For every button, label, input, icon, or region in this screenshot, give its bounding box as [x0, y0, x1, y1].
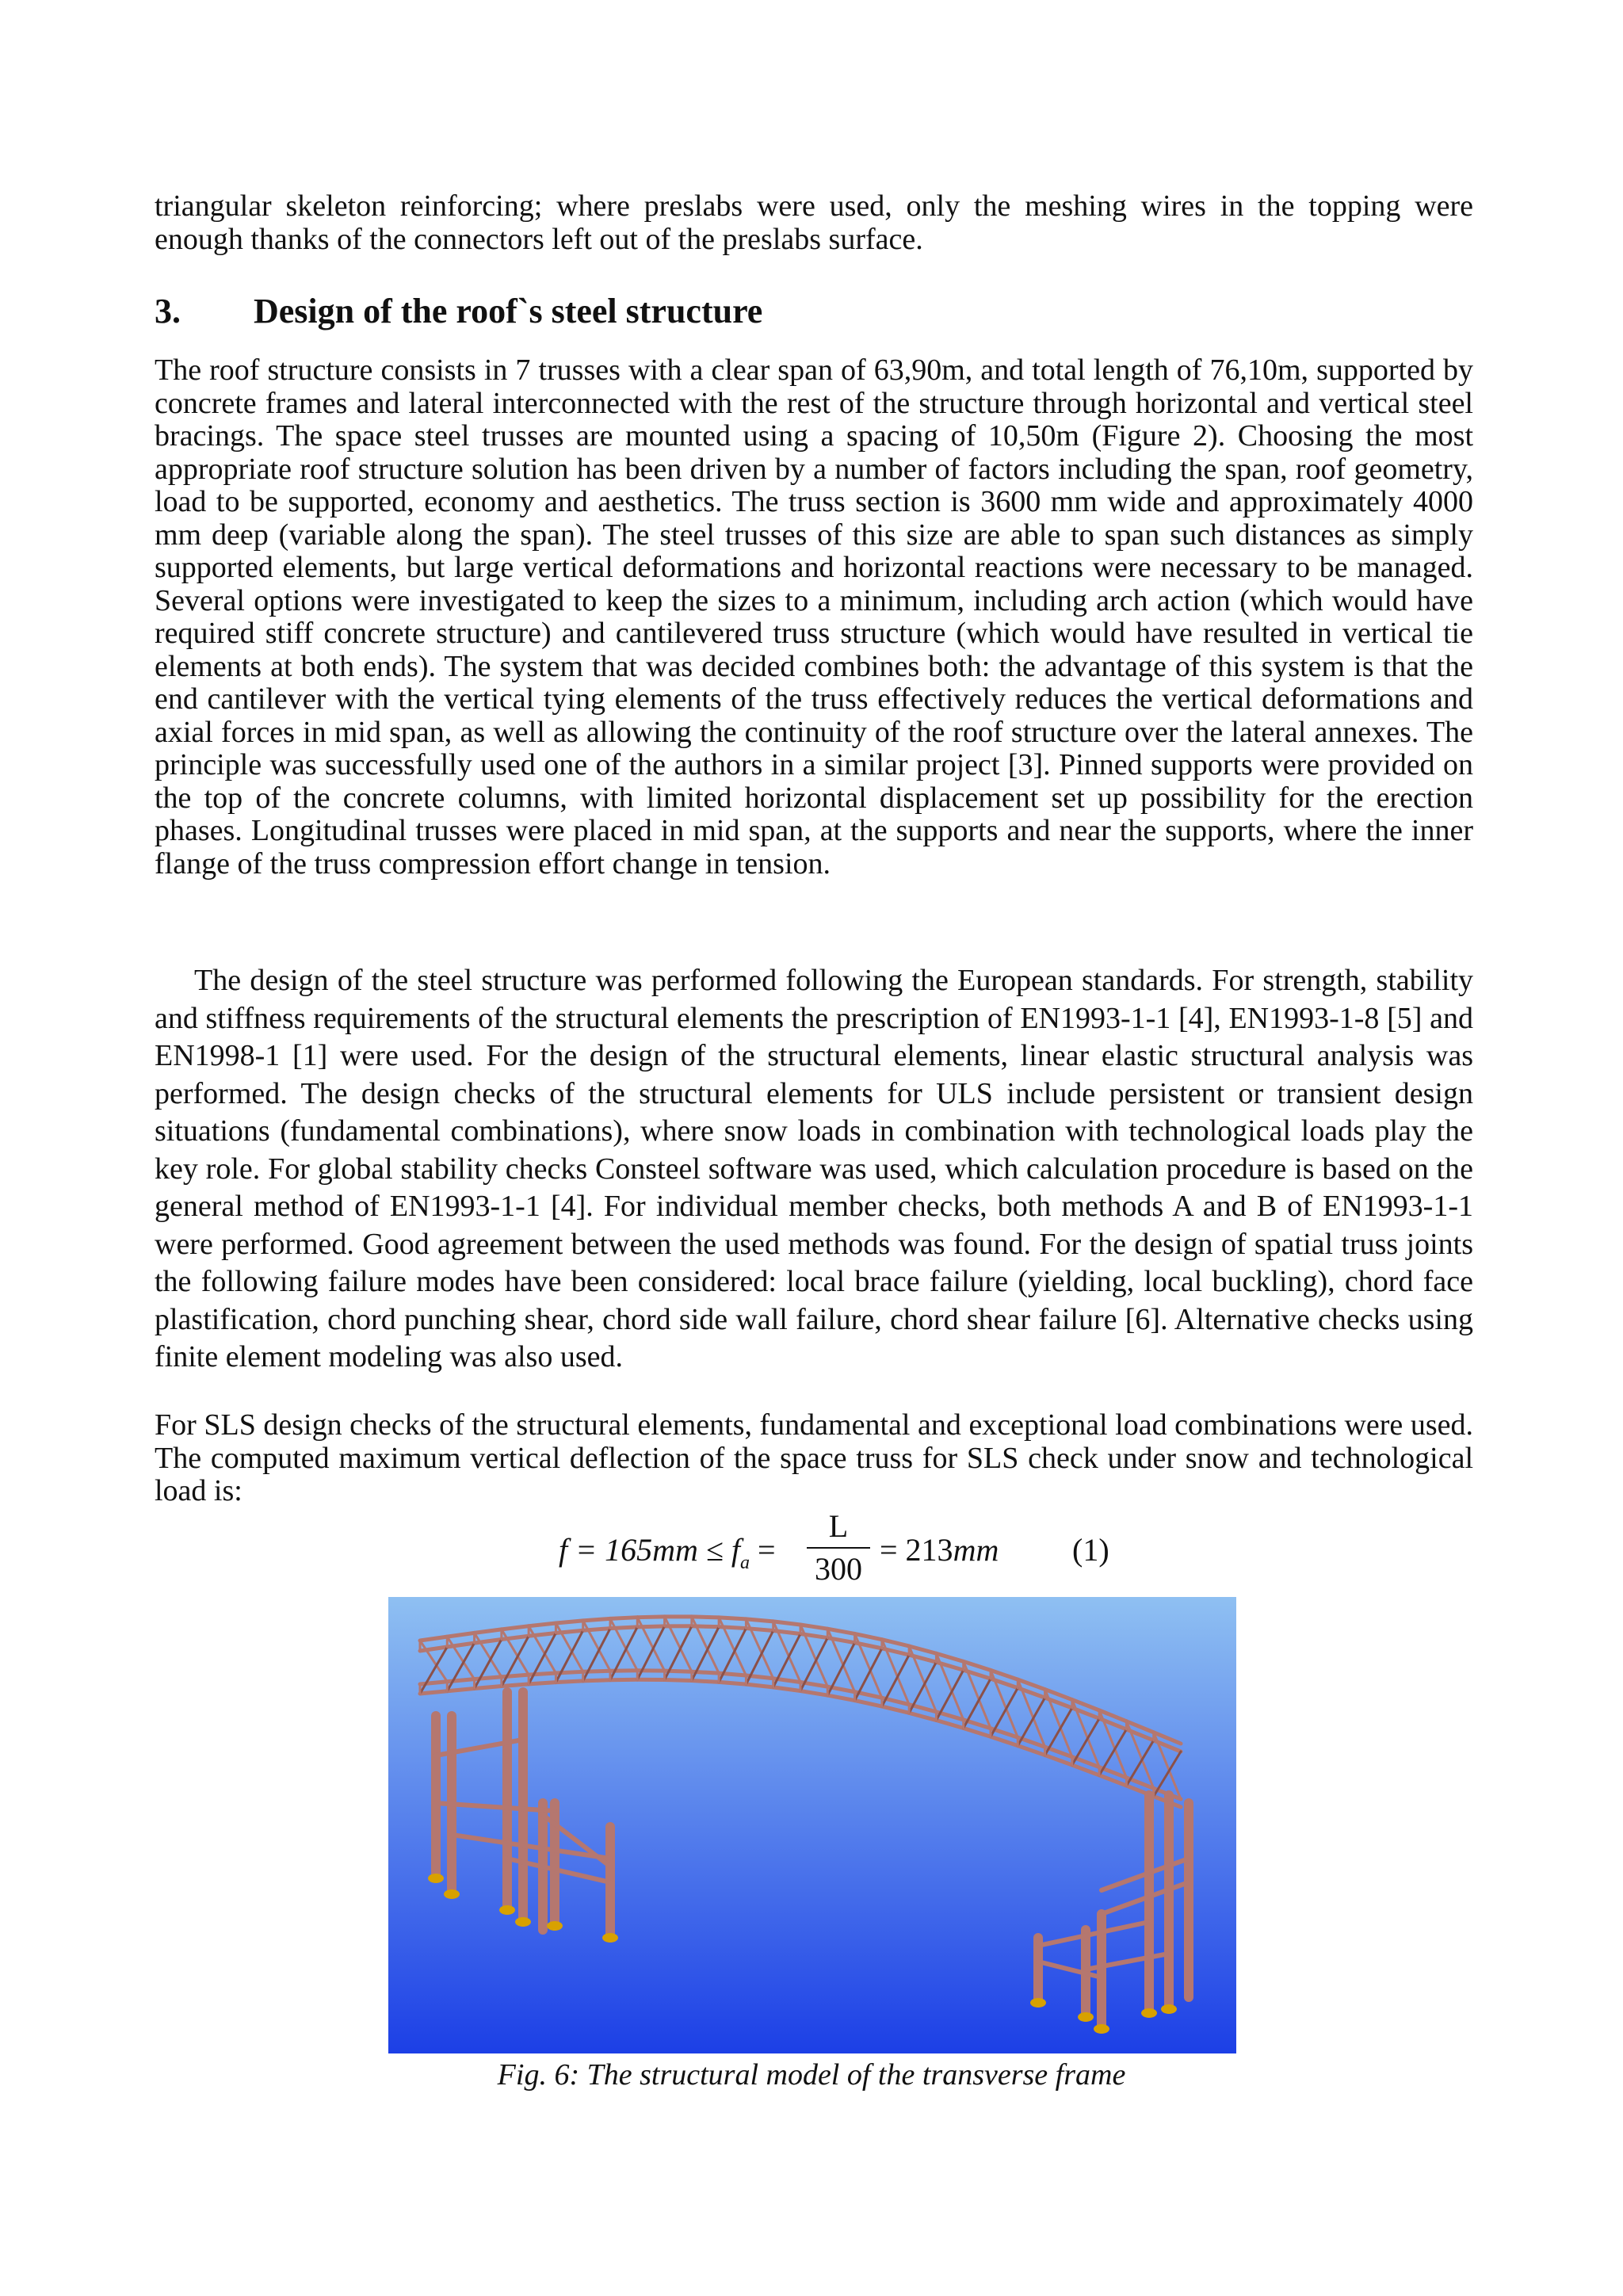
equation-fraction [807, 1507, 870, 1588]
figure-caption: Fig. 6: The structural model of the transverse frame [497, 2058, 1126, 2092]
column-support-base [1030, 1998, 1046, 2008]
section-title: Design of the roof`s steel structure [254, 292, 763, 330]
top-chord [556, 1621, 582, 1623]
column-support-base [1141, 2008, 1157, 2018]
top-chord [692, 1617, 719, 1618]
bottom-chord [475, 1687, 502, 1689]
bottom-chord [665, 1679, 692, 1680]
top-chord [746, 1619, 773, 1622]
column-support-base [547, 1921, 563, 1931]
equation-denominator: 300 [815, 1551, 862, 1587]
equation-subscript: a [739, 1553, 750, 1573]
column-support-base [1094, 2024, 1109, 2034]
column-support-base [515, 1917, 531, 1927]
column-support-base [444, 1889, 460, 1899]
bottom-chord [447, 1679, 474, 1682]
body-paragraph-3: For SLS design checks of the structural elements, fundamental and exceptional load combinations were used. The computed maximum vertical deflection of the space truss for SLS check under snow and technological load is: [155, 1408, 1473, 1507]
intro-paragraph: triangular skeleton reinforcing; where preslabs were used, only the meshing wires in the topping were enough thanks of the connectors left out of the preslabs surface. [155, 189, 1473, 256]
column-support-base [1078, 2012, 1094, 2022]
bottom-chord [529, 1683, 556, 1684]
equation-number: (1) [1072, 1532, 1109, 1568]
equation-numerator: L [828, 1508, 849, 1544]
column-support-base [499, 1905, 515, 1915]
bottom-chord [502, 1684, 529, 1687]
equation-lhs: $f = 165mm \le f_a$ = [559, 1532, 776, 1573]
equation-rhs: = 213mm [880, 1532, 999, 1568]
column-support-base [1161, 2004, 1177, 2014]
body-paragraph-1: The roof structure consists in 7 trusses with a clear span of 63,90m, and total length of 76,10m, supported by concrete frames and lateral interconnected with the rest of the structure through horizontal and vertical steel bracings. The space steel trusses are mounted using a spacing of 10,50m (Figure 2). Choosing the most appropriate roof structure solution has been driven by a number of factors including the span, roof geometry, load to be supported, economy and aesthetics. The truss section is 3600 mm wide and approximately 4000 mm deep (variable along the span). The steel trusses of this size are able to span such distances as simply supported elements, but large vertical deformations and horizontal reactions were necessary to be managed. Several options were investigated to keep the sizes to a minimum, including arch action (which would have required stiff concrete structure) and cantilevered truss structure (which would have resulted in vertical tie elements at both ends). The system that was decided combines both: the advantage of this system is that the end cantilever with the vertical tying elements of the truss effectively reduces the vertical deformations and axial forces in mid span, as well as allowing the continuity of the roof structure over the lateral annexes. The principle was successfully used one of the authors in a similar project [3]. Pinned supports were provided on the top of the concrete columns, with limited horizontal displacement set up possibility for the erection phases. Longitudinal trusses were placed in mid span, at the supports and near the supports, where the inner flange of the truss compression effort change in tension. [155, 353, 1473, 881]
bottom-chord [719, 1682, 746, 1684]
top-chord [719, 1618, 746, 1619]
column-support-base [428, 1874, 444, 1883]
section-number: 3. [155, 292, 181, 330]
bottom-chord [692, 1680, 719, 1682]
bottom-chord [447, 1689, 474, 1691]
top-chord [637, 1617, 664, 1618]
bottom-chord [556, 1681, 582, 1683]
bottom-chord [420, 1691, 447, 1694]
top-chord [610, 1618, 637, 1619]
fraction-bar [807, 1547, 870, 1549]
section-heading [155, 292, 762, 331]
top-chord [583, 1618, 610, 1620]
body-paragraph-2: The design of the steel structure was performed following the European standards. For strength, stability and stiffness requirements of the structural elements the prescription of EN1993-1-1 [4], EN1993-1-8 [5] and EN1998-1 [1] were used. For the design of the structural elements, linear elastic structural analysis was performed. The design checks of the structural elements for ULS include persistent or transient design situations (fundamental combinations), where snow loads in combination with technological loads play the key role. For global stability checks Consteel software was used, which calculation procedure is based on the general method of EN1993-1-1 [4]. For individual member checks, both methods A and B of EN1993-1-1 were performed. Good agreement between the used methods was found. For the design of spatial truss joints the following failure modes have been considered: local brace failure (yielding, local buckling), chord face plastification, chord punching shear, chord side wall failure, chord shear failure [6]. Alternative checks using finite element modeling was also used. [155, 964, 1473, 1373]
bottom-chord [583, 1680, 610, 1681]
column-support-base [602, 1933, 618, 1943]
bottom-chord [420, 1682, 447, 1684]
deflection-equation [559, 1507, 1161, 1595]
truss-model-figure [388, 1597, 1236, 2053]
